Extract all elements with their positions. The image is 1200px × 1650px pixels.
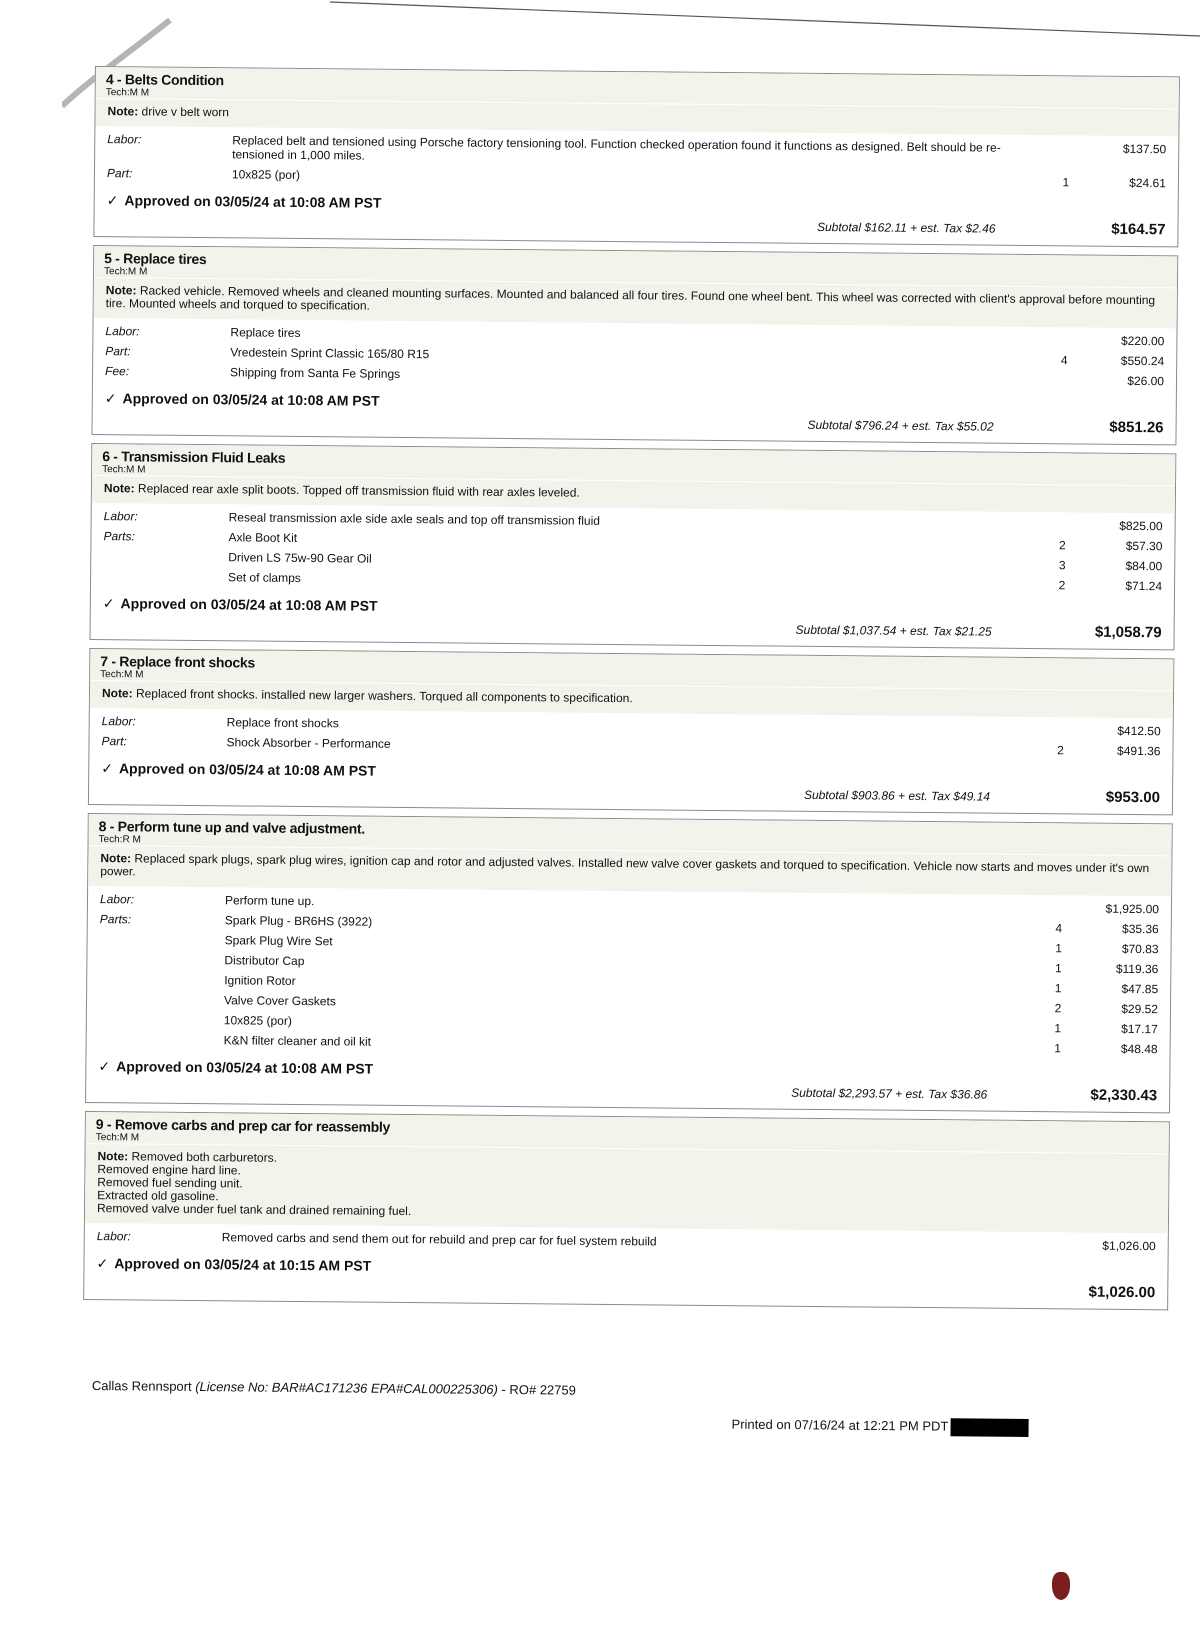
note-band	[85, 1144, 1169, 1233]
section-total: $953.00	[1105, 788, 1161, 807]
note-label: Note:	[107, 104, 139, 119]
line-amount: $137.50	[1122, 141, 1167, 157]
section-total: $164.57	[1111, 220, 1166, 239]
line-description: Perform tune up.	[224, 893, 315, 909]
line-quantity: 3	[1058, 558, 1066, 573]
checkmark-icon: ✓	[98, 1058, 111, 1075]
ink-blot	[1052, 1572, 1070, 1600]
checkmark-icon: ✓	[96, 1255, 109, 1272]
line-amount: $491.36	[1117, 743, 1161, 759]
line-type-label	[103, 549, 228, 550]
section-title: 9 - Remove carbs and prep car for reassembly	[95, 1116, 391, 1135]
line-items	[86, 886, 1171, 1066]
service-box	[85, 813, 1173, 1113]
section-total: $851.26	[1109, 418, 1164, 437]
line-description: Shipping from Santa Fe Springs	[229, 365, 401, 381]
line-description: 10x825 (por)	[231, 167, 301, 182]
section-title: 6 - Transmission Fluid Leaks	[102, 448, 286, 466]
line-description: Distributor Cap	[224, 953, 305, 969]
line-amount: $1,925.00	[1105, 901, 1160, 917]
note-text: Replaced rear axle split boots. Topped off transmission fluid with rear axles leveled.	[137, 481, 580, 500]
subtotal-text: Subtotal $162.11 + est. Tax $2.46	[816, 219, 996, 236]
line-description: Spark Plug - BR6HS (3922)	[224, 913, 373, 929]
approval-text: Approved on 03/05/24 at 10:08 AM PST	[124, 192, 382, 211]
line-amount: $84.00	[1125, 558, 1163, 574]
line-type-label: Part:	[101, 734, 127, 749]
printed-timestamp-wrap	[731, 1416, 1028, 1437]
line-description: Axle Boot Kit	[228, 530, 298, 545]
service-section	[88, 648, 1174, 815]
line-items	[95, 126, 1179, 200]
service-section	[89, 443, 1176, 650]
service-section	[93, 66, 1180, 247]
line-type-label: Labor:	[101, 714, 136, 729]
line-quantity: 2	[1059, 538, 1066, 553]
tech-initials: Tech:M M	[105, 87, 150, 99]
line-amount: $825.00	[1119, 518, 1163, 534]
section-title: 8 - Perform tune up and valve adjustment.	[98, 818, 365, 837]
printed-timestamp: Printed on 07/16/24 at 12:21 PM PDT	[731, 1416, 949, 1434]
service-section	[83, 1111, 1170, 1310]
tech-initials: Tech:R M	[98, 834, 141, 846]
repair-order-page	[83, 66, 1180, 1318]
note-label: Note:	[101, 686, 133, 701]
note-label: Note:	[97, 1149, 129, 1164]
section-title: 7 - Replace front shocks	[100, 653, 255, 671]
line-quantity: 1	[1055, 941, 1062, 956]
line-amount: $26.00	[1127, 373, 1165, 389]
line-quantity: 2	[1058, 578, 1066, 593]
line-description: Replace tires	[230, 325, 301, 340]
approval-text: Approved on 03/05/24 at 10:08 AM PST	[120, 595, 378, 614]
line-quantity: 2	[1054, 1001, 1062, 1016]
redaction-bar	[950, 1418, 1028, 1437]
line-quantity: 1	[1054, 1041, 1062, 1056]
line-description: Set of clamps	[228, 570, 301, 585]
service-section	[91, 245, 1178, 445]
tech-initials: Tech:M M	[102, 464, 146, 476]
line-quantity: 2	[1057, 743, 1064, 758]
line-description: Spark Plug Wire Set	[224, 933, 333, 949]
section-total: $1,026.00	[1088, 1283, 1156, 1302]
section-title: 5 - Replace tires	[104, 250, 207, 268]
line-type-label: Labor:	[103, 509, 138, 524]
line-description: Replace front shocks	[226, 715, 339, 731]
line-description: Shock Absorber - Performance	[226, 735, 391, 751]
note-label: Note:	[100, 851, 132, 866]
line-amount: $71.24	[1125, 578, 1163, 594]
line-type-label: Labor:	[96, 1229, 131, 1244]
line-quantity: 4	[1060, 353, 1068, 368]
line-items	[91, 503, 1175, 603]
note-text: Removed both carburetors. Removed engine hard line. Removed fuel sending unit. Extracted old gasoline. Removed valve under fuel tank and drained remaining fuel.	[96, 1149, 412, 1219]
line-type-label	[100, 932, 225, 933]
line-description: Reseal transmission axle side axle seals and top off transmission fluid	[228, 510, 601, 528]
line-quantity: 1	[1054, 961, 1062, 976]
line-quantity: 1	[1054, 981, 1062, 996]
scan-edge-line	[0, 0, 1200, 40]
line-type-label	[99, 952, 224, 953]
line-type-label: Fee:	[105, 364, 130, 379]
tech-initials: Tech:M M	[103, 266, 148, 278]
line-type-label: Parts:	[103, 529, 135, 544]
line-type-label	[99, 992, 224, 993]
service-box	[89, 443, 1176, 650]
checkmark-icon: ✓	[102, 595, 115, 612]
line-quantity: 1	[1062, 175, 1070, 190]
section-total: $1,058.79	[1094, 623, 1162, 642]
line-amount: $412.50	[1117, 723, 1161, 739]
line-description: Valve Cover Gaskets	[223, 993, 336, 1009]
note-text: Racked vehicle. Removed wheels and cleaned mounting surfaces. Mounted and balanced all four tires. Found one wheel bent. This wheel was corrected with client's approval before mounting tire. Mounted wheels and torqued to specification.	[105, 283, 1156, 313]
line-items	[93, 318, 1177, 398]
line-amount: $17.17	[1121, 1021, 1158, 1037]
line-amount: $70.83	[1121, 941, 1159, 957]
line-type-label: Labor:	[105, 324, 140, 339]
line-description: K&N filter cleaner and oil kit	[223, 1033, 372, 1049]
line-type-label: Part:	[106, 166, 133, 181]
tech-initials: Tech:M M	[95, 1132, 140, 1144]
tech-initials: Tech:M M	[100, 669, 144, 681]
service-box	[93, 66, 1180, 247]
subtotal-text: Subtotal $796.24 + est. Tax $55.02	[807, 417, 994, 434]
approval-text: Approved on 03/05/24 at 10:08 AM PST	[118, 760, 377, 779]
subtotal-text: Subtotal $903.86 + est. Tax $49.14	[803, 787, 991, 804]
line-amount: $57.30	[1125, 538, 1163, 554]
line-type-label	[99, 972, 224, 973]
checkmark-icon: ✓	[104, 390, 117, 407]
note-text: drive v belt worn	[141, 104, 230, 120]
line-amount: $119.36	[1115, 961, 1159, 977]
line-type-label	[103, 569, 228, 570]
line-description: Removed carbs and send them out for rebuild and prep car for fuel system rebuild	[221, 1230, 657, 1249]
shop-info	[92, 1378, 576, 1398]
line-amount: $220.00	[1120, 333, 1165, 349]
line-type-label: Part:	[105, 344, 131, 359]
service-box	[88, 648, 1174, 815]
ro-number: - RO# 22759	[501, 1381, 576, 1398]
service-section	[85, 813, 1173, 1113]
line-quantity: 4	[1055, 921, 1063, 936]
line-amount: $47.85	[1121, 981, 1159, 997]
note-text: Replaced spark plugs, spark plug wires, ignition cap and rotor and adjusted valves. Installed new valve cover gaskets and torqued to specification. Vehicle now starts and moves under it's own power.	[100, 851, 1150, 879]
line-amount: $35.36	[1121, 921, 1159, 937]
checkmark-icon: ✓	[106, 192, 119, 209]
subtotal-text: Subtotal $2,293.57 + est. Tax $36.86	[791, 1085, 988, 1102]
line-quantity: 1	[1054, 1021, 1062, 1036]
line-type-label	[99, 1012, 224, 1013]
subtotal-text: Subtotal $1,037.54 + est. Tax $21.25	[795, 622, 992, 639]
service-box	[91, 245, 1178, 445]
line-description: Replaced belt and tensioned using Porsche factory tensioning tool. Function checked operation found it functions as designed. Belt should be re-tensioned in 1,000 miles.	[232, 133, 1001, 163]
line-type-label	[99, 1032, 224, 1033]
line-type-label: Labor:	[107, 132, 142, 147]
line-amount: $24.61	[1129, 175, 1166, 191]
line-items	[89, 708, 1172, 768]
line-description: Driven LS 75w-90 Gear Oil	[228, 550, 372, 566]
section-total: $2,330.43	[1090, 1086, 1158, 1105]
section-title: 4 - Belts Condition	[105, 71, 224, 89]
line-description: 10x825 (por)	[223, 1013, 292, 1028]
line-description: Ignition Rotor	[224, 973, 296, 988]
service-box	[83, 1111, 1170, 1310]
line-amount: $550.24	[1120, 353, 1165, 369]
checkmark-icon: ✓	[101, 760, 114, 777]
approval-text: Approved on 03/05/24 at 10:15 AM PST	[114, 1255, 372, 1274]
line-type-label: Labor:	[99, 892, 135, 907]
line-type-label: Parts:	[99, 912, 132, 927]
line-description: Vredestein Sprint Classic 165/80 R15	[230, 345, 430, 362]
line-amount: $29.52	[1121, 1001, 1159, 1017]
document-footer	[91, 1378, 1092, 1434]
line-amount: $1,026.00	[1102, 1238, 1156, 1254]
approval-text: Approved on 03/05/24 at 10:08 AM PST	[116, 1058, 374, 1077]
note-text: Replaced front shocks. installed new larger washers. Torqued all components to specification.	[135, 686, 633, 706]
note-label: Note:	[105, 283, 137, 298]
note-label: Note:	[103, 481, 135, 496]
approval-text: Approved on 03/05/24 at 10:08 AM PST	[122, 390, 380, 409]
license-info: (License No: BAR#AC171236 EPA#CAL000225306)	[195, 1378, 498, 1397]
shop-name: Callas Rennsport	[91, 1378, 192, 1394]
line-amount: $48.48	[1120, 1041, 1158, 1057]
